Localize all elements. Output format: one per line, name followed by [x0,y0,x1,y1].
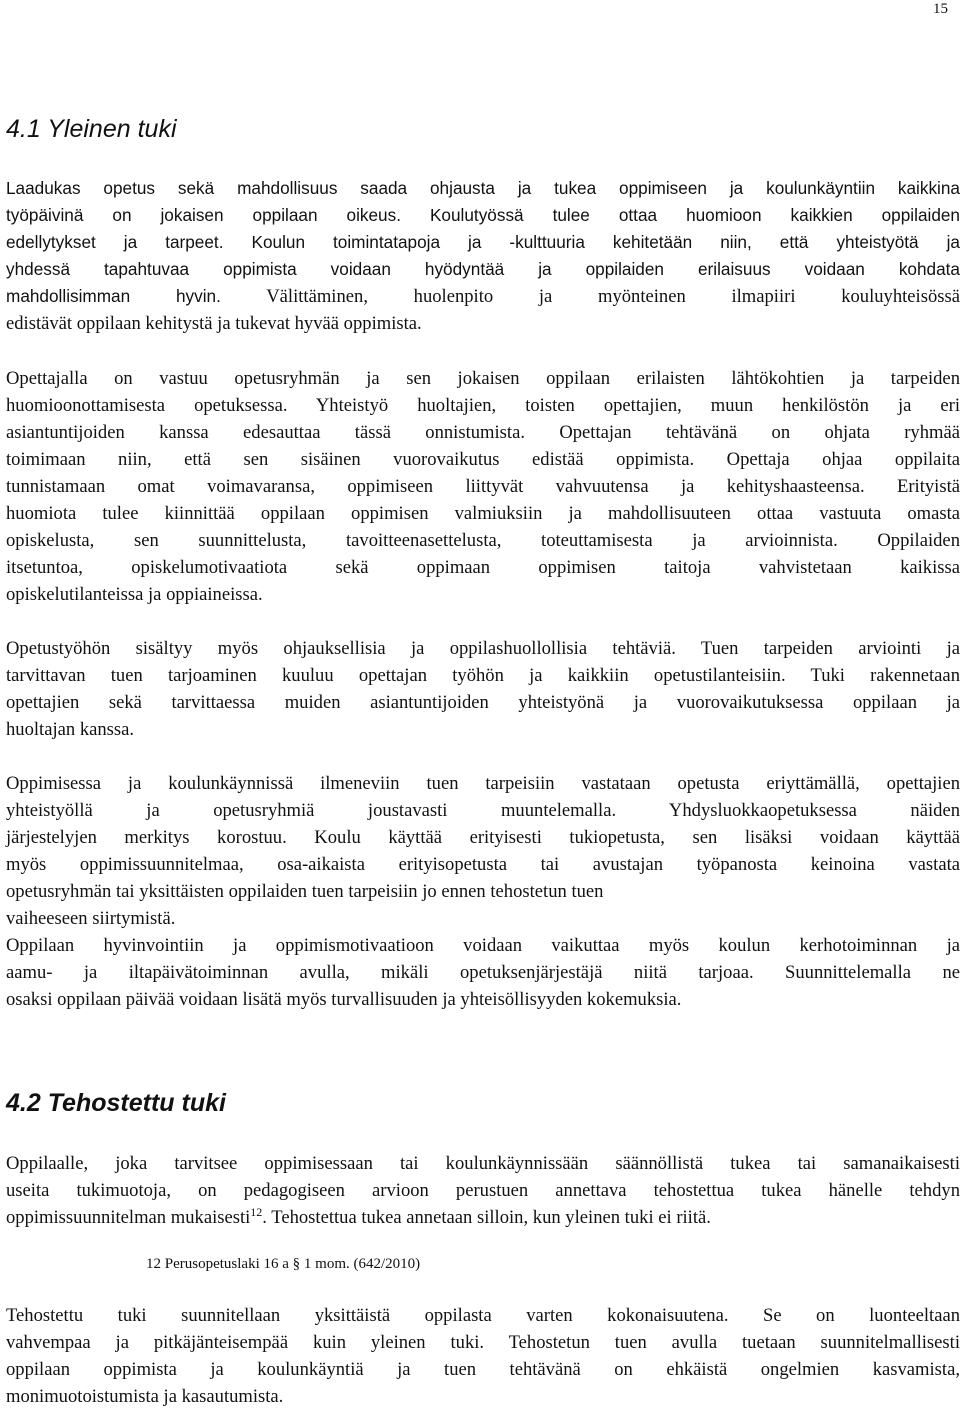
footnote: 12 Perusopetuslaki 16 a § 1 mom. (642/2010) [146,1256,421,1272]
text-line: monimuotoistumista ja kasautumista. [6,1386,284,1407]
text-span: Koulun toimintatapoja ja -kulttuuria kehitetään niin, että yhteistyötä ja [223,232,960,252]
section-heading-4-1: 4.1 Yleinen tuki [6,115,177,143]
text-line: järjestelyjen merkitys korostuu. Koulu käyttää erityisesti tukiopetusta, sen lisäksi voidaan käyttää [6,827,960,848]
text-line: toimimaan niin, että sen sisäinen vuorovaikutus edistää oppimista. Opettaja ohjaa oppilaita [6,449,960,470]
text-span: edellytykset ja tarpeet. [6,232,224,252]
text-line: edistävät oppilaan kehitystä ja tukevat hyvää oppimista. [6,313,422,334]
text-span: mahdollisimman hyvin. [6,286,221,306]
text-line: Oppimisessa ja koulunkäynnissä ilmeneviin tuen tarpeisiin vastataan opetusta eriyttämällä, opettajien [6,773,960,794]
text-line: aamu- ja iltapäivätoiminnan avulla, mikäli opetuksenjärjestäjä niitä tarjoaa. Suunnittelemalla ne [6,962,960,983]
text-span: Välittäminen, huolenpito ja myönteinen ilmapiiri kouluyhteisössä [220,286,960,307]
paragraph-1 [6,175,960,337]
text-line: Opetustyöhön sisältyy myös ohjauksellisia ja oppilashuollollisia tehtäviä. Tuen tarpeiden arviointi ja [6,638,960,659]
text-line: Oppilaan hyvinvointiin ja oppimismotivaatioon voidaan vaikuttaa myös koulun kerhotoiminnan ja [6,935,960,956]
text-line: vaiheeseen siirtymistä. [6,908,176,929]
paragraph-4 [6,770,960,932]
paragraph-6 [6,1150,960,1231]
text-line: tarvittavan tuen tarjoaminen kuuluu opettajan työhön ja kaikkiin opetustilanteisiin. Tuki rakennetaan [6,665,960,686]
text-line: opetusryhmän tai yksittäisten oppilaiden tuen tarpeisiin jo ennen tehostetun tuen [6,881,604,902]
text-line: Oppilaalle, joka tarvitsee oppimisessaan tai koulunkäynnissään säännöllistä tukea tai samanaikaisesti [6,1153,960,1174]
text-line: tunnistamaan omat voimavaransa, oppimiseen liittyvät vahvuutensa ja kehityshaasteensa. Erityistä [6,476,960,497]
page-number: 15 [933,1,948,17]
text-line: osaksi oppilaan päivää voidaan lisätä myös turvallisuuden ja yhteisöllisyyden kokemuksia. [6,989,682,1010]
text-line: opiskelutilanteissa ja oppiaineissa. [6,584,263,605]
footnote-reference: 12 [250,1205,263,1219]
text-line [6,1204,960,1231]
text-line: huomioonottamisesta opetuksessa. Yhteistyö huoltajien, toisten opettajien, muun henkilöstön ja eri [6,395,960,416]
text-line: yhdessä tapahtuvaa oppimista voidaan hyödyntää ja oppilaiden erilaisuus voidaan kohdata [6,259,960,279]
text-line: itsetuntoa, opiskelumotivaatiota sekä oppimaan oppimisen taitoja vahvistetaan kaikissa [6,557,960,578]
text-line [6,283,960,310]
text-line: useita tukimuotoja, on pedagogiseen arvioon perustuen annettava tehostettua tukea hänelle tehdyn [6,1180,960,1201]
text-line: opiskelusta, sen suunnittelusta, tavoitteenasettelusta, toteuttamisesta ja arvioinnista. Oppilaiden [6,530,960,551]
text-line: yhteistyöllä ja opetusryhmiä joustavasti muuntelemalla. Yhdysluokkaopetuksessa näiden [6,800,960,821]
text-line: Opettajalla on vastuu opetusryhmän ja sen jokaisen oppilaan erilaisten lähtökohtien ja tarpeiden [6,368,960,389]
text-line: vahvempaa ja pitkäjänteisempää kuin yleinen tuki. Tehostetun tuen avulla tuetaan suunnitelmallisesti [6,1332,960,1353]
text-line: Tehostettu tuki suunnitellaan yksittäistä oppilasta varten kokonaisuutena. Se on luonteeltaan [6,1305,960,1326]
text-line: asiantuntijoiden kanssa edesauttaa tässä onnistumista. Opettajan tehtävänä on ohjata ryhmää [6,422,960,443]
text-line: huomiota tulee kiinnittää oppilaan oppimisen valmiuksiin ja mahdollisuuteen ottaa vastuuta omasta [6,503,960,524]
section-heading-4-2: 4.2 Tehostettu tuki [6,1089,226,1117]
paragraph-7 [6,1302,960,1410]
text-line: Laadukas opetus sekä mahdollisuus saada ohjausta ja tukea oppimiseen ja koulunkäyntiin kaikkina [6,178,960,198]
paragraph-2 [6,365,960,608]
text-line [6,229,960,256]
text-line: myös oppimissuunnitelmaa, osa-aikaista erityisopetusta tai avustajan työpanosta keinoina vastata [6,854,960,875]
paragraph-3 [6,635,960,743]
text-line: opettajien sekä tarvittaessa muiden asiantuntijoiden yhteistyönä ja vuorovaikutuksessa oppilaan ja [6,692,960,713]
text-line: huoltajan kanssa. [6,719,135,740]
paragraph-5 [6,932,960,1013]
text-line: oppilaan oppimista ja koulunkäyntiä ja tuen tehtävänä on ehkäistä ongelmien kasvamista, [6,1359,960,1380]
text-span: . Tehostettua tukea annetaan silloin, kun yleinen tuki ei riitä. [262,1207,711,1228]
text-line: työpäivinä on jokaisen oppilaan oikeus. Koulutyössä tulee ottaa huomioon kaikkien oppilaiden [6,205,960,225]
text-span: oppimissuunnitelman mukaisesti [6,1207,251,1228]
